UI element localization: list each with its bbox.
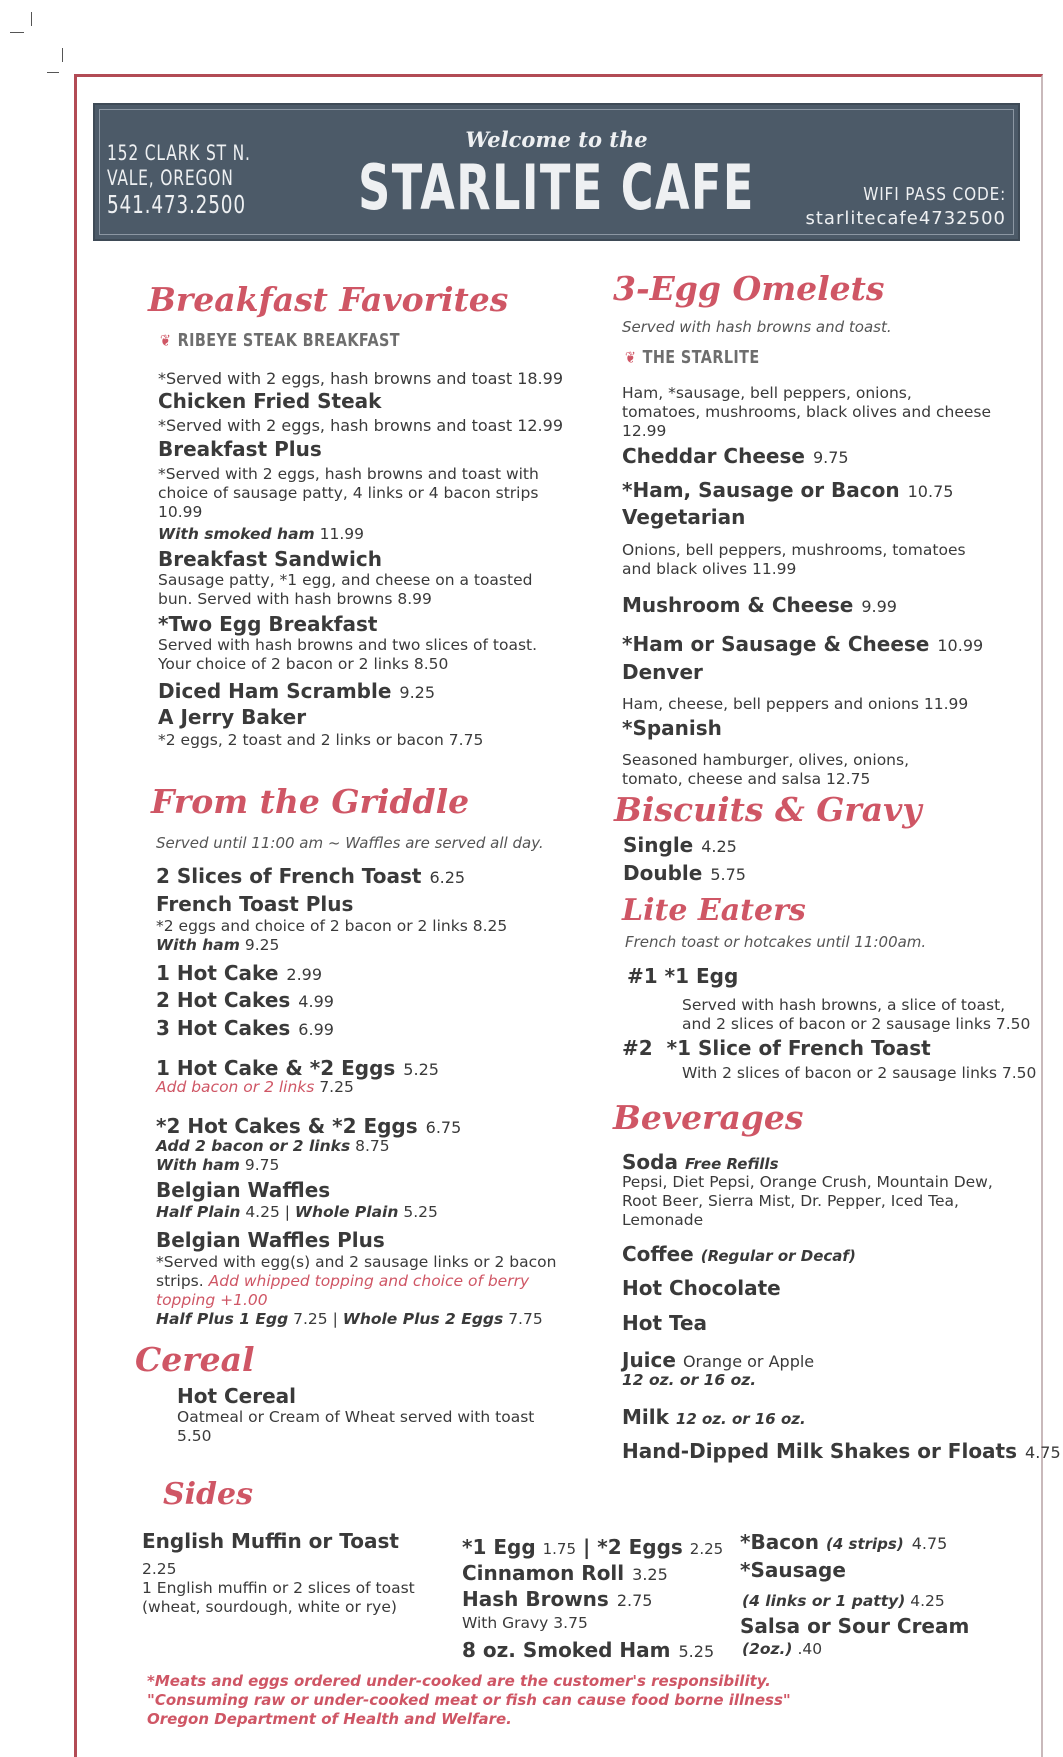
hotcake-2: 2 Hot Cakes 4.99 [156,988,334,1012]
footer-disclaimer [147,1672,791,1729]
wifi-block [805,183,1006,231]
spanish-name: *Spanish [622,716,722,740]
side-sausage: *Sausage [740,1558,846,1582]
belgian-waffles-name: Belgian Waffles [156,1178,331,1202]
denver-name: Denver [622,660,703,684]
sandwich-desc: Sausage patty, *1 egg, and cheese on a toasted bun. Served with hash browns 8.99 [158,571,533,608]
hash-browns: Hash Browns 2.75 [462,1587,653,1611]
vegetarian-name: Vegetarian [622,505,746,529]
hotcake-eggs-add: Add bacon or 2 links 7.25 [156,1078,354,1096]
coffee-name: Coffee (Regular or Decaf) [622,1242,856,1266]
omelets-note: Served with hash browns and toast. [622,318,892,336]
jerry-desc: *2 eggs, 2 toast and 2 links or bacon 7.75 [158,731,484,749]
two-egg-desc: Served with hash browns and two slices of toast. Your choice of 2 bacon or 2 links 8.50 [158,636,538,673]
lite-heading: Lite Eaters [622,893,806,928]
two-egg-name: *Two Egg Breakfast [158,612,378,636]
soda-list: Pepsi, Diet Pepsi, Orange Crush, Mountain Dew, Root Beer, Sierra Mist, Dr. Pepper, Iced Tea, Lemonade [622,1173,993,1229]
salsa-sour-cream: Salsa or Sour Cream [740,1614,970,1638]
welcome-text: Welcome to the [465,127,648,152]
hotcakes2-eggs: *2 Hot Cakes & *2 Eggs 6.75 [156,1114,462,1138]
starlite-title: ❦ THE STARLITE [625,347,760,368]
belgian-plus-desc: *Served with egg(s) and 2 sausage links or 2 bacon strips. Add whipped topping and choice of berry topping +1.00 Half Plus 1 Egg 7.25 | Whole Plus 2 Eggs 7.75 [156,1253,557,1328]
omelets-heading: 3-Egg Omelets [613,269,885,308]
address-city: VALE, OREGON [107,166,234,190]
hotcakes2-eggs-add: Add 2 bacon or 2 links 8.75 With ham 9.75 [156,1137,390,1174]
phone-number: 541.473.2500 [107,190,246,219]
crop-mark [10,32,24,33]
footer-line-2: "Consuming raw or under-cooked meat or fish can cause food borne illness" [147,1691,791,1709]
lite-2-name: #2 *1 Slice of French Toast [622,1036,931,1060]
hot-cereal-name: Hot Cereal [177,1384,297,1408]
side-eggs: *1 Egg 1.75 | *2 Eggs 2.25 [462,1535,724,1559]
cfs-name: Chicken Fried Steak [158,389,382,413]
mushroom-cheese: Mushroom & Cheese 9.99 [622,593,897,617]
spanish-desc: Seasoned hamburger, olives, onions, tomato, cheese and salsa 12.75 [622,751,909,788]
hot-cereal-desc: Oatmeal or Cream of Wheat served with toast 5.50 [177,1408,535,1445]
wifi-label: WIFI PASS CODE: [863,184,1006,205]
griddle-note: Served until 11:00 am ~ Waffles are served all day. [156,834,544,852]
breakfast-plus-name: Breakfast Plus [158,437,322,461]
footer-line-3: Oregon Department of Health and Welfare. [147,1710,512,1728]
vegetarian-desc: Onions, bell peppers, mushrooms, tomatoes and black olives 11.99 [622,541,966,578]
sausage-note: (4 links or 1 patty) 4.25 [742,1592,945,1610]
footer-line-1: *Meats and eggs ordered under-cooked are the customer's responsibility. [147,1672,771,1690]
griddle-heading: From the Griddle [151,782,470,821]
belgian-plus-name: Belgian Waffles Plus [156,1228,385,1252]
muffin-desc: 2.25 1 English muffin or 2 slices of toast (wheat, sourdough, white or rye) [142,1560,415,1616]
starlite-desc: Ham, *sausage, bell peppers, onions, tomatoes, mushrooms, black olives and cheese 12.99 [622,384,992,440]
crop-mark [47,72,59,73]
muffin-name: English Muffin or Toast [142,1529,399,1553]
hotcake-3: 3 Hot Cakes 6.99 [156,1016,334,1040]
address-street: 152 CLARK ST N. [107,141,251,165]
hash-gravy: With Gravy 3.75 [462,1614,588,1632]
cafe-name: STARLITE CAFE [358,151,755,224]
biscuits-double: Double 5.75 [623,861,746,885]
beverages-heading: Beverages [613,1098,804,1137]
cereal-heading: Cereal [135,1340,255,1379]
lite-2-desc: With 2 slices of bacon or 2 sausage links 7.50 [682,1064,1037,1082]
ham-sausage-cheese: *Ham or Sausage & Cheese 10.99 [622,632,984,656]
cinnamon-roll: Cinnamon Roll 3.25 [462,1561,668,1585]
hot-chocolate: Hot Chocolate [622,1276,781,1300]
ftp-name: French Toast Plus [156,892,354,916]
crop-mark [62,48,63,62]
juice-size: 12 oz. or 16 oz. [622,1371,757,1389]
cfs-desc: *Served with 2 eggs, hash browns and toast 12.99 [158,416,563,435]
sides-heading: Sides [163,1477,254,1512]
ham-sausage-bacon: *Ham, Sausage or Bacon 10.75 [622,478,954,502]
french-toast-name: 2 Slices of French Toast 6.25 [156,864,466,888]
biscuits-single: Single 4.25 [623,833,737,857]
belgian-waffles-prices: Half Plain 4.25 | Whole Plain 5.25 [156,1203,438,1221]
ftp-desc: *2 eggs and choice of 2 bacon or 2 links 8.25 With ham 9.25 [156,917,508,954]
lite-note: French toast or hotcakes until 11:00am. [625,933,927,951]
wifi-code: starlitecafe4732500 [805,208,1006,229]
smoked-ham: 8 oz. Smoked Ham 5.25 [462,1638,715,1662]
salsa-note: (2oz.) .40 [742,1640,823,1658]
milkshake-name: Hand-Dipped Milk Shakes or Floats 4.75 [622,1439,1061,1463]
breakfast-plus-ham: With smoked ham 11.99 [158,525,364,543]
soda-name: Soda Free Refills [622,1150,779,1174]
ribeye-title: ❦ RIBEYE STEAK BREAKFAST [160,330,401,351]
biscuits-heading: Biscuits & Gravy [614,790,922,829]
breakfast-heading: Breakfast Favorites [148,280,509,319]
crop-mark [31,12,32,26]
hotcake-1: 1 Hot Cake 2.99 [156,961,323,985]
milk-name: Milk 12 oz. or 16 oz. [622,1405,806,1429]
hot-tea: Hot Tea [622,1311,708,1335]
ribeye-desc: *Served with 2 eggs, hash browns and toast 18.99 [158,369,563,388]
sandwich-name: Breakfast Sandwich [158,547,382,571]
steak-icon: ❦ [160,331,172,350]
cheddar-cheese: Cheddar Cheese 9.75 [622,444,849,468]
menu-header [93,103,1020,241]
omelet-icon: ❦ [625,348,637,367]
jerry-name: A Jerry Baker [158,705,307,729]
lite-1-name: #1 *1 Egg [627,964,739,988]
denver-desc: Ham, cheese, bell peppers and onions 11.99 [622,695,969,713]
lite-1-desc: Served with hash browns, a slice of toast, and 2 slices of bacon or 2 sausage links 7.50 [682,996,1031,1033]
breakfast-plus-desc: *Served with 2 eggs, hash browns and toast with choice of sausage patty, 4 links or 4 bacon strips 10.99 [158,465,539,521]
side-bacon: *Bacon (4 strips) 4.75 [740,1530,948,1554]
juice-name: Juice Orange or Apple [622,1348,815,1372]
diced-ham-name: Diced Ham Scramble 9.25 [158,679,436,703]
hotcake-eggs: 1 Hot Cake & *2 Eggs 5.25 [156,1056,439,1080]
